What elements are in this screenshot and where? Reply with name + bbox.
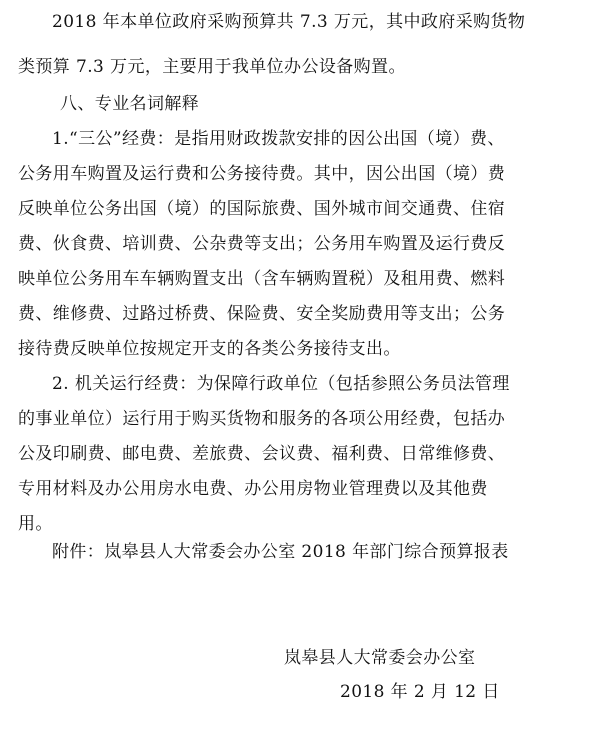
signature-org: 岚皋县人大常委会办公室 [284,648,476,668]
term1-line-4: 费、伙食费、培训费、公杂费等支出；公务用车购置及运行费反 [18,234,506,254]
term2-line-5: 用。 [18,514,53,534]
term1-line-6: 费、维修费、过路过桥费、保险费、安全奖励费用等支出；公务 [18,304,506,324]
term1-line-7: 接待费反映单位按规定开支的各类公务接待支出。 [18,339,401,359]
signature-date: 2018 年 2 月 12 日 [340,682,500,702]
term1-line-3: 反映单位公务出国（境）的国际旅费、国外城市间交通费、住宿 [18,199,506,219]
term2-line-4: 专用材料及办公用房水电费、办公用房物业管理费以及其他费 [18,479,488,499]
term2-line-3: 公及印刷费、邮电费、差旅费、会议费、福利费、日常维修费、 [18,444,506,464]
term1-line-2: 公务用车购置及运行费和公务接待费。其中，因公出国（境）费 [18,164,506,184]
budget-line-2: 类预算 7.3 万元，主要用于我单位办公设备购置。 [18,57,406,77]
section-heading: 八、专业名词解释 [60,94,200,114]
term2-line-1: 2. 机关运行经费：为保障行政单位（包括参照公务员法管理 [52,374,510,394]
term1-line-1: 1.“三公”经费：是指用财政拨款安排的因公出国（境）费、 [52,129,505,149]
term2-line-2: 的事业单位）运行用于购买货物和服务的各项公用经费，包括办 [18,409,506,429]
attachment-line: 附件：岚皋县人大常委会办公室 2018 年部门综合预算报表 [52,542,509,562]
term1-line-5: 映单位公务用车车辆购置支出（含车辆购置税）及租用费、燃料 [18,269,506,289]
budget-line-1: 2018 年本单位政府采购预算共 7.3 万元，其中政府采购货物 [52,12,526,32]
